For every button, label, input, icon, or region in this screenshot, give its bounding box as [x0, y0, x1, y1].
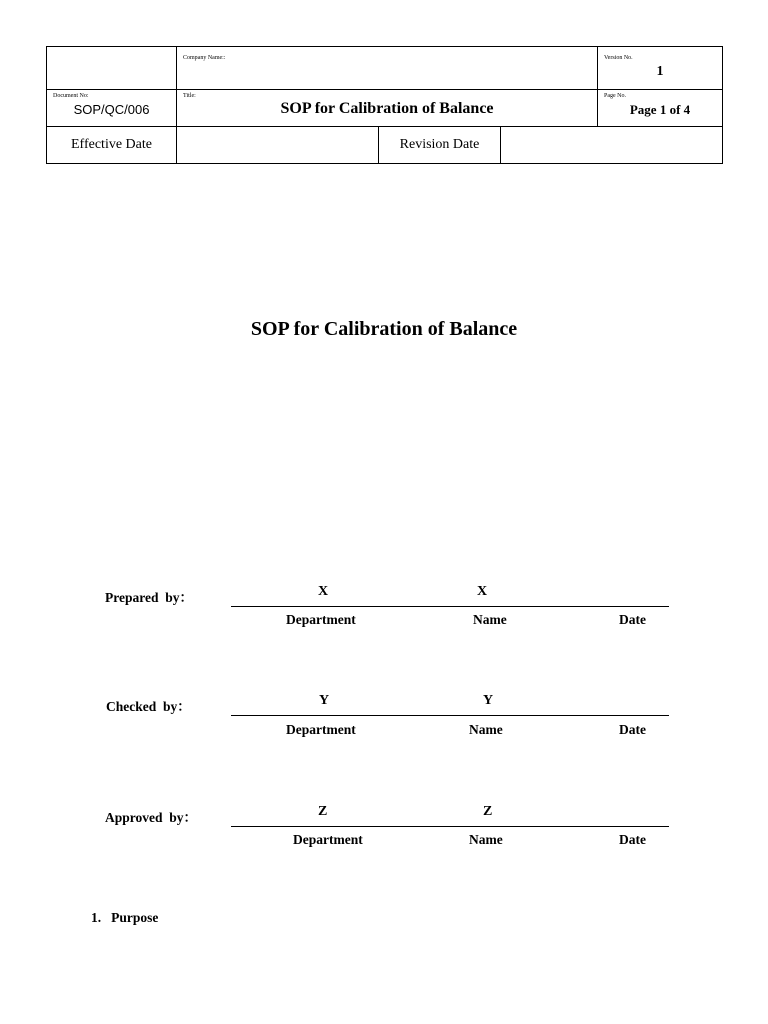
revision-date-value-cell — [501, 127, 723, 164]
name-value: X — [477, 584, 488, 599]
signature-line — [231, 826, 669, 827]
department-caption: Department — [293, 832, 363, 847]
department-value: Y — [319, 693, 330, 708]
name-caption: Name — [473, 612, 507, 627]
signature-line — [231, 606, 669, 607]
signature-block-approved — [0, 806, 768, 866]
version-label: Version No. — [604, 55, 633, 61]
page-number-label: Page No. — [604, 93, 627, 99]
version-value: 1 — [656, 64, 664, 79]
effective-date-label: Effective Date — [71, 137, 152, 152]
signature-label: Prepared by： — [105, 590, 194, 605]
document-number-value: SOP/QC/006 — [73, 102, 150, 117]
section-heading-purpose — [91, 910, 158, 926]
name-caption: Name — [469, 832, 503, 847]
date-caption: Date — [619, 832, 646, 847]
department-value: X — [318, 584, 329, 599]
name-caption: Name — [469, 722, 503, 737]
signature-line — [231, 715, 669, 716]
signature-label: Approved by： — [105, 810, 198, 825]
date-caption: Date — [619, 722, 646, 737]
department-caption: Department — [286, 612, 356, 627]
title-value: SOP for Calibration of Balance — [280, 100, 494, 117]
effective-date-value-cell — [177, 127, 379, 164]
company-name-label: Company Name:: — [183, 55, 226, 61]
version-cell — [598, 47, 723, 90]
name-value: Y — [483, 693, 494, 708]
effective-date-label-cell — [47, 127, 177, 164]
signature-block-checked — [0, 695, 768, 755]
header-table — [46, 46, 723, 164]
company-name-cell — [177, 47, 598, 90]
page-number-cell — [598, 90, 723, 127]
title-cell — [177, 90, 598, 127]
date-caption: Date — [619, 612, 646, 627]
section-number: 1. — [91, 910, 102, 925]
main-title: SOP for Calibration of Balance — [250, 318, 518, 340]
title-label: Title: — [183, 93, 196, 99]
section-title: Purpose — [111, 910, 159, 925]
revision-date-label-cell — [379, 127, 501, 164]
signature-block-prepared — [0, 586, 768, 646]
revision-date-label: Revision Date — [399, 137, 480, 152]
department-value: Z — [318, 804, 328, 819]
signature-label: Checked by： — [106, 699, 191, 714]
department-caption: Department — [286, 722, 356, 737]
document-number-label: Document No: — [53, 93, 89, 99]
page-number-value: Page 1 of 4 — [629, 102, 691, 117]
header-blank-cell — [47, 47, 177, 90]
document-number-cell — [47, 90, 177, 127]
name-value: Z — [483, 804, 493, 819]
